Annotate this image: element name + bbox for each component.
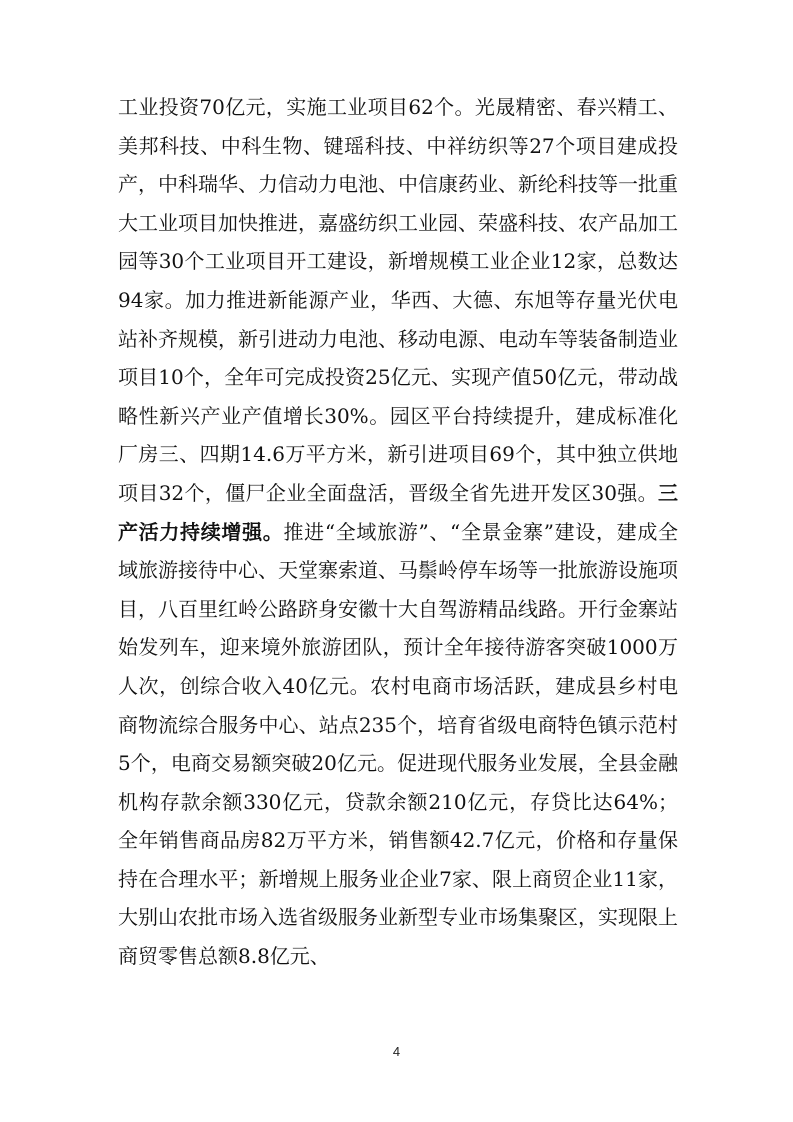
body-paragraph bbox=[118, 88, 678, 976]
section-heading-inline: 三产活力持续增强。 bbox=[118, 480, 678, 544]
paragraph-text-part1: 工业投资70亿元，实施工业项目62个。光晟精密、春兴精工、美邦科技、中科生物、键瑶科技、中祥纺织等27个项目建成投产，中科瑞华、力信动力电池、中信康药业、新纶科技等一批重大工业项目加快推进，嘉盛纺织工业园、荣盛科技、农产品加工园等30个工业项目开工建设，新增规模工业企业12家，总数达94家。加力推进新能源产业，华西、大德、东旭等存量光伏电站补齐规模，新引进动力电池、移动电源、电动车等装备制造业项目10个，全年可完成投资25亿元、实现产值50亿元，带动战略性新兴产业产值增长30%。园区平台持续提升，建成标准化厂房三、四期14.6万平方米，新引进项目69个，其中独立供地项目32个，僵尸企业全面盘活，晋级全省先进开发区30强。 bbox=[118, 95, 678, 505]
paragraph-text-part2: 推进“全域旅游”、“全景金寨”建设，建成全域旅游接待中心、天堂寨索道、马鬃岭停车场等一批旅游设施项目，八百里红岭公路跻身安徽十大自驾游精品线路。开行金寨站始发列车，迎来境外旅游团队，预计全年接待游客突破1000万人次，创综合收入40亿元。农村电商市场活跃，建成县乡村电商物流综合服务中心、站点235个，培育省级电商特色镇示范村5个，电商交易额突破20亿元。促进现代服务业发展，全县金融机构存款余额330亿元，贷款余额210亿元，存贷比达64%；全年销售商品房82万平方米，销售额42.7亿元，价格和存量保持在合理水平；新增规上服务业企业7家、限上商贸企业11家，大别山农批市场入选省级服务业新型专业市场集聚区，实现限上商贸零售总额8.8亿元、 bbox=[118, 519, 679, 969]
page-number: 4 bbox=[392, 1044, 401, 1059]
